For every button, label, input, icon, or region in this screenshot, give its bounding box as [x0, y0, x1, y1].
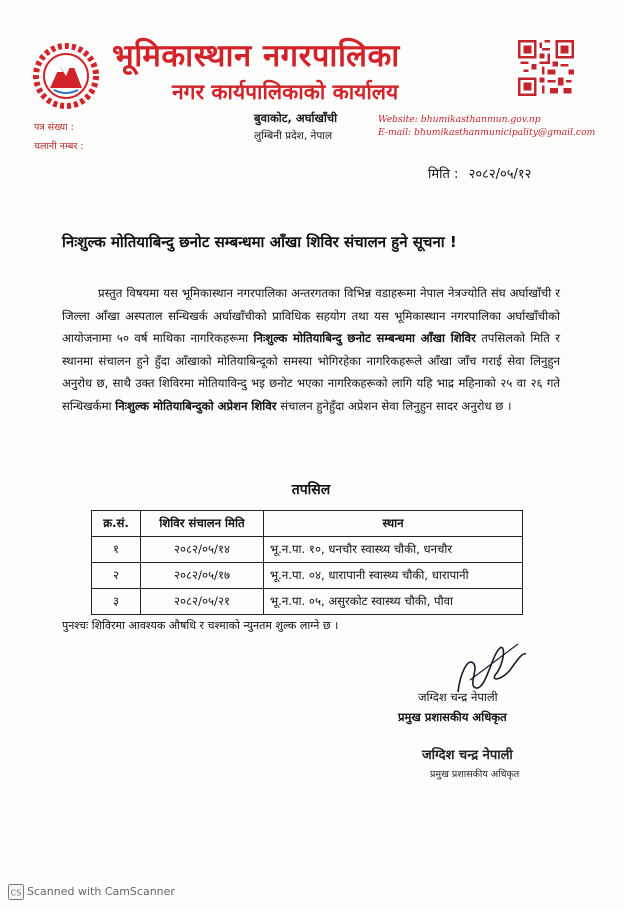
body-text-2: तपसिलको मिति र स्थानमा संचालन हुने हुँदा आँखाको मोतियाबिन्दूको समस्या भोगिरहेका नागरिकहरूले आँखा जाँच गराई सेवा लिनुहुन अनुरोध छ, साथै उक्त शिविरमा मोतियाविन्दु भइ छनोट भएका नागरिकहरूको लागि यहि भाद्र महिनाको २५ वा २६ गते सन्धिखर्कमा: [62, 331, 561, 413]
body-bold-2: निःशुल्क मोतियाबिन्दुको अप्रेशन शिविर: [115, 398, 277, 413]
camscanner-logo-icon: [8, 884, 24, 900]
table-header-row: [92, 511, 523, 537]
dispatch-number-label: चलानी नम्बर :: [34, 141, 84, 152]
serial-cell: ३: [92, 589, 141, 615]
place-cell: भू.न.पा. ०४, धारापानी स्वास्थ्य चौकी, धारापानी: [264, 563, 523, 589]
office-name: नगर कार्यपालिकाको कार्यालय: [172, 80, 399, 104]
signatory-name: जग्दिश चन्द्र नेपाली: [418, 690, 498, 704]
notice-body: [62, 282, 560, 418]
schedule-heading: तपसिल: [291, 482, 331, 498]
notice-subject: निःशुल्क मोतियाबिन्दु छनोट सम्बन्धमा आँखा शिविर संचालन हुने सूचना !: [62, 233, 457, 251]
website: Website: bhumikasthanmun.gov.np: [378, 114, 541, 125]
date-line: [428, 164, 531, 182]
date-cell: २०८२/०५/२१: [141, 589, 264, 615]
date-cell: २०८२/०५/१४: [141, 537, 264, 563]
column-header: स्थान: [264, 511, 523, 537]
column-header: शिविर संचालन मिति: [141, 511, 264, 537]
table-row: [92, 563, 523, 589]
email: E-mail: bhumikasthanmunicipality@gmail.com: [378, 127, 596, 138]
body-text-1: प्रस्तुत विषयमा यस भूमिकास्थान नगरपालिका अन्तरगतका विभिन्न वडाहरूमा नेपाल नेत्रज्योति संघ अर्घाखाँची र जिल्ला आँखा अस्पताल सन्धिखर्क अर्घाखाँचीको प्राविधिक सहयोग तथा यस भूमिकास्थान नगरपालिका अर्घाखाँचीको आयोजनामा ५० वर्ष माथिका नागरिकहरूमा: [62, 286, 560, 346]
place-cell: भू.न.पा. ०५, असुरकोट स्वास्थ्य चौकी, पौवा: [264, 589, 523, 615]
municipality-emblem: [30, 38, 102, 114]
date-value: २०८२/०५/१२: [468, 167, 532, 182]
qr-code-icon: [518, 40, 574, 96]
letter-number-label: पत्र संख्या :: [34, 122, 74, 133]
column-header: क्र.सं.: [92, 511, 141, 537]
table-row: [92, 537, 523, 563]
body-bold-1: निःशुल्क मोतियाबिन्दु छनोट सम्बन्धमा आँखा शिविर: [253, 331, 476, 346]
table-row: [92, 589, 523, 615]
address-line-2: लुम्बिनी प्रदेश, नेपाल: [254, 130, 333, 142]
camscanner-logo-text: CS: [10, 888, 22, 898]
postscript-note: पुनश्चः शिविरमा आवश्यक औषधि र चश्माको न्युनतम शुल्क लाग्ने छ ।: [62, 619, 339, 632]
address-line-1: बुवाकोट, अर्घाखाँची: [254, 111, 338, 125]
signatory-title: प्रमुख प्रशासकीय अधिकृत: [398, 710, 507, 724]
schedule-table: [91, 510, 523, 615]
place-cell: भू.न.पा. १०, धनचौर स्वास्थ्य चौकी, धनचौर: [264, 537, 523, 563]
stamp-title: प्रमुख प्रशासकीय अधिकृत: [430, 769, 520, 780]
body-text-3: संचालन हुनेहुँदा अप्रेशन सेवा लिनुहुन सादर अनुरोध छ ।: [276, 398, 512, 413]
stamp-name: जग्दिश चन्द्र नेपाली: [422, 748, 513, 763]
serial-cell: १: [92, 537, 141, 563]
scanner-watermark: Scanned with CamScanner: [27, 885, 175, 898]
org-name: भूमिकास्थान नगरपालिका: [112, 38, 400, 74]
date-cell: २०८२/०५/१७: [141, 563, 264, 589]
serial-cell: २: [92, 563, 141, 589]
date-label: मिति :: [428, 167, 459, 182]
